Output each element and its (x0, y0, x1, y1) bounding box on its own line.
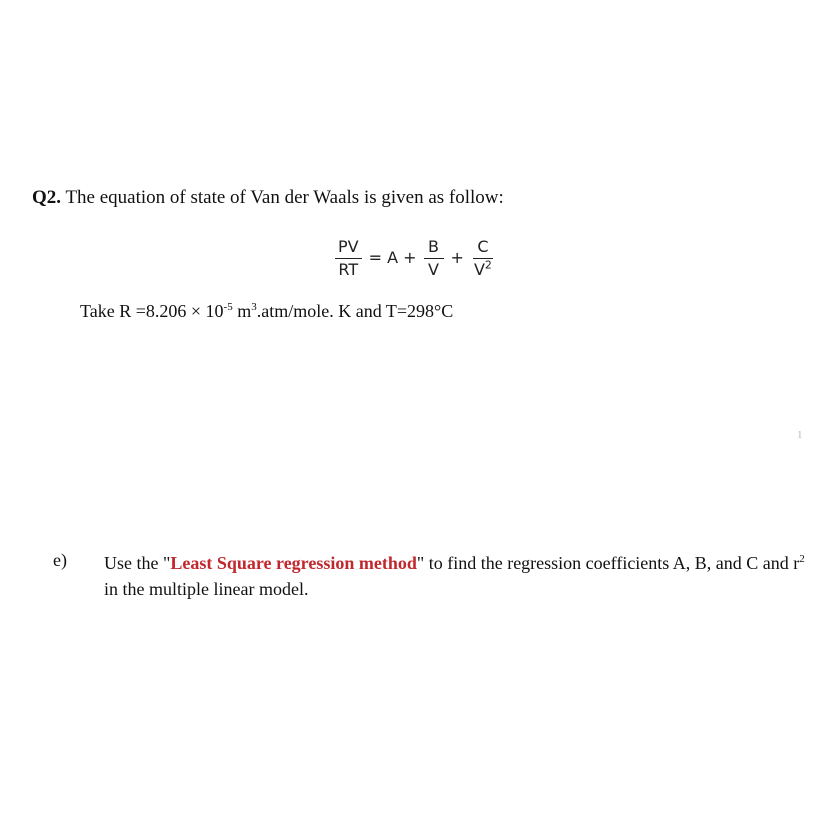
part-e-exponent: 2 (799, 553, 805, 565)
plus-sign: + (450, 248, 464, 267)
given-prefix: Take R =8.206 × 10 (80, 301, 224, 321)
b-over-v-fraction (424, 238, 444, 279)
question-text: The equation of state of Van der Waals is given as follow: (61, 187, 504, 208)
b-numerator: B (424, 238, 444, 259)
equals-a-plus: = A + (368, 248, 417, 267)
van-der-waals-equation (332, 232, 498, 284)
lhs-denominator: RT (338, 259, 359, 279)
part-e-text (104, 550, 814, 602)
given-exponent-r: -5 (223, 301, 233, 313)
c-denominator (471, 259, 495, 279)
part-e-text-end: in the multiple linear model. (104, 579, 309, 599)
given-constants (80, 301, 453, 322)
question-heading (32, 187, 504, 209)
part-e-highlight: Least Square regression method (170, 553, 417, 573)
faint-page-mark: 1 (797, 429, 803, 441)
lhs-fraction (335, 238, 362, 279)
c-over-v2-fraction (471, 238, 495, 279)
lhs-numerator: PV (335, 238, 362, 259)
given-unit-m: m (232, 301, 252, 321)
c-numerator: C (473, 238, 493, 259)
c-denominator-base: V (473, 259, 485, 279)
part-e-label: e) (53, 550, 67, 570)
part-e-text-start: Use the " (104, 553, 171, 573)
question-number: Q2. (32, 187, 62, 208)
given-suffix: .atm/mole. K and T=298°C (256, 301, 454, 321)
part-e-text-middle: " to find the regression coefficients A, B, and C and r (416, 553, 800, 573)
given-exponent-m: 3 (251, 301, 257, 313)
c-denominator-exponent: 2 (484, 258, 492, 272)
b-denominator: V (428, 259, 439, 279)
